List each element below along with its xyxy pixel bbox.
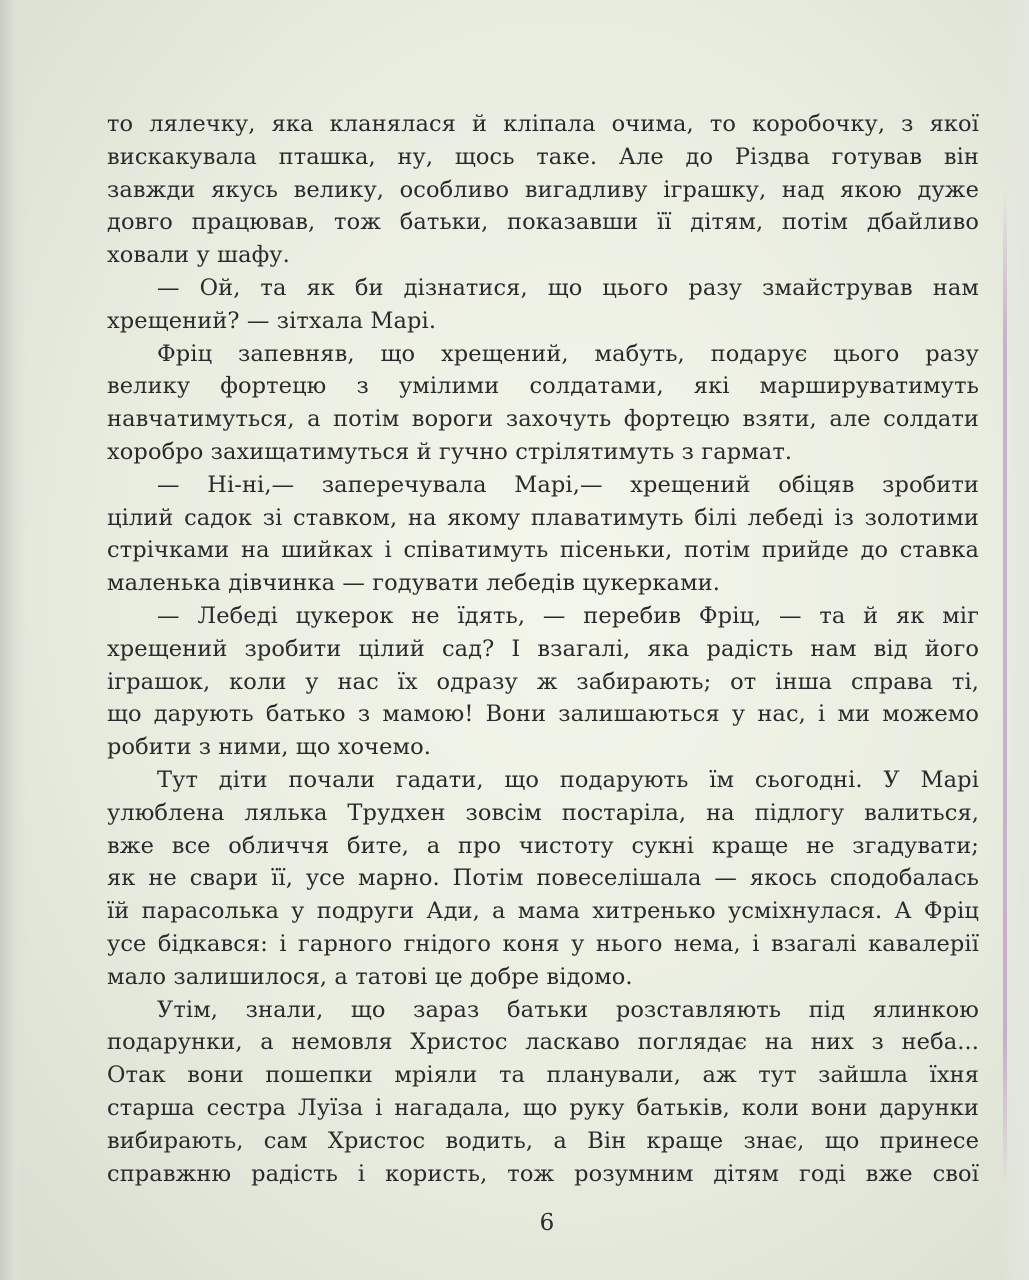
text-line: Отак вони пошепки мріяли та планували, аж тут зайшла їхня [107,1062,979,1089]
text-line: — Лебеді цукерок не їдять, — перебив Фріц, — та й як міг [157,602,979,629]
page-number: 6 [539,1210,555,1236]
text-line: ховали у шафу. [107,242,290,269]
text-line: завжди якусь велику, особливо вигадливу іграшку, над якою дуже [107,176,979,203]
text-line: їй парасолька у подруги Ади, а мама хитренько усміхнулася. А Фріц [107,898,979,925]
text-line: справжню радість і користь, тож розумним дітям годі вже свої [107,1160,979,1187]
text-line: хоробро захищатимуться й гучно стрілятимуть з гармат. [107,438,793,465]
text-line: Фріц запевняв, що хрещений, мабуть, подарує цього разу [157,340,979,367]
text-line: маленька дівчинка — годувати лебедів цукерками. [107,570,721,597]
text-line: вискакувала пташка, ну, щось таке. Але до Різдва готував він [107,143,979,170]
text-line: мало залишилося, а татові це добре відомо. [107,963,633,990]
text-line: що дарують батько з мамою! Вони залишаються у нас, і ми можемо [107,701,979,728]
text-line: усе бідкався: і гарного гнідого коня у нього нема, і взагалі кавалерії [107,930,979,957]
margin-rule [1003,190,1007,1190]
body-text [107,108,979,1190]
text-line: Тут діти почали гадати, що подарують їм сьогодні. У Марі [157,766,979,793]
text-line: старша сестра Луїза і нагадала, що руку батьків, коли вони дарунки [107,1094,979,1121]
text-line: то лялечку, яка кланялася й кліпала очима, то коробочку, з якої [107,111,979,137]
text-line: вибирають, сам Христос водить, а Він краще знає, що принесе [107,1127,979,1154]
text-line: вже все обличчя бите, а про чистоту сукні краще не згадувати; [107,832,979,859]
text-line: робити з ними, що хочемо. [107,734,432,761]
text-line: хрещений? — зітхала Марі. [107,307,437,334]
text-line: велику фортецю з умілими солдатами, які маршируватимуть [107,373,979,400]
text-line: навчатимуться, а потім вороги захочуть фортецю взяти, але солдати [107,406,979,433]
text-line: довго працював, тож батьки, показавши її дітям, потім дбайливо [107,209,979,236]
page-left-shadow [0,0,26,1280]
text-line: іграшок, коли у нас їх одразу ж забирають; от інша справа ті, [107,668,979,695]
text-line: цілий садок зі ставком, на якому плаватимуть білі лебеді із золотими [107,504,979,531]
text-line: хрещений зробити цілий сад? І взагалі, яка радість нам від його [107,635,979,662]
text-line: улюблена лялька Трудхен зовсім постаріла, на підлогу валиться, [107,799,979,826]
text-line: подарунки, а немовля Христос ласкаво поглядає на них з неба... [107,1029,979,1056]
text-line: — Ні-ні,— заперечувала Марі,— хрещений обіцяв зробити [157,471,979,498]
text-line: стрічками на шийках і співатимуть пісеньки, потім прийде до ставка [107,537,979,564]
text-line: — Ой, та як би дізнатися, що цього разу змайстрував нам [157,274,979,301]
text-line: Утім, знали, що зараз батьки розставляють під ялинкою [157,996,979,1023]
text-line: як не свари її, усе марно. Потім повеселішала — якось сподобалась [107,865,979,892]
